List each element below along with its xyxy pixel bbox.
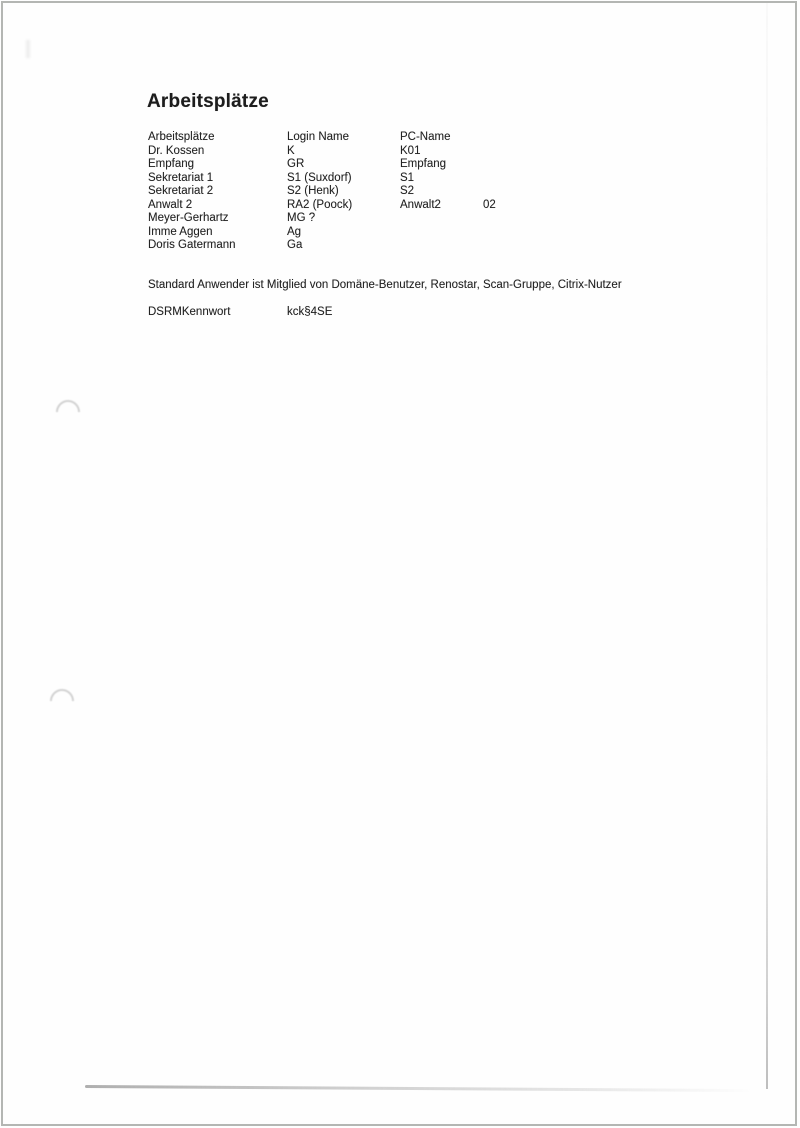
cell-workstation: Doris Gatermann	[148, 239, 236, 251]
cell-extra	[483, 172, 668, 186]
column-header-extra	[483, 131, 668, 145]
cell-workstation: Meyer-Gerhartz	[148, 212, 229, 224]
cell-login: K	[287, 144, 295, 157]
cell-login: Ag	[287, 225, 302, 238]
cell-workstation: Sekretariat 1	[148, 171, 214, 184]
table-row	[148, 158, 668, 172]
cell-extra	[483, 185, 668, 199]
cell-workstation: Dr. Kossen	[148, 144, 205, 157]
cell-workstation: Anwalt 2	[148, 198, 193, 211]
table-row	[148, 172, 668, 186]
cell-workstation: Sekretariat 2	[148, 185, 214, 197]
cell-extra	[483, 145, 668, 159]
cell-workstation: Imme Aggen	[148, 225, 213, 238]
cell-pc: Anwalt2	[400, 198, 441, 211]
cell-login: Ga	[287, 239, 303, 251]
cell-pc: S2	[400, 185, 415, 197]
dsrm-password-label: DSRMKennwort	[148, 306, 231, 318]
paper-right-edge	[766, 3, 768, 1089]
table-row	[148, 239, 668, 253]
paper-bottom-edge	[85, 1085, 753, 1092]
cell-extra: 02	[483, 198, 496, 211]
cell-pc	[400, 226, 483, 240]
cell-login: MG ?	[287, 212, 316, 224]
column-header-pc-name: PC-Name	[400, 131, 451, 143]
dsrm-password-value: kck§4SE	[287, 306, 333, 318]
cell-login: GR	[287, 158, 305, 170]
cell-extra	[483, 239, 668, 253]
table-header-row	[148, 131, 668, 145]
table-row	[148, 226, 668, 240]
table-row	[148, 145, 668, 159]
table-row	[148, 199, 668, 213]
cell-pc: K01	[400, 144, 421, 157]
page-title: Arbeitsplätze	[147, 91, 269, 112]
cell-extra	[483, 226, 668, 240]
cell-pc: Empfang	[400, 158, 447, 170]
cell-pc	[400, 239, 483, 253]
cell-extra	[483, 212, 668, 226]
cell-workstation: Empfang	[148, 158, 195, 170]
cell-extra	[483, 158, 668, 172]
scan-smudge-mark	[26, 40, 30, 58]
table-row	[148, 185, 668, 199]
hole-punch-mark-top	[51, 395, 85, 429]
standard-user-note: Standard Anwender ist Mitglied von Domäne-Benutzer, Renostar, Scan-Gruppe, Citrix-Nutzer	[148, 279, 622, 291]
workstation-table	[148, 131, 668, 253]
cell-pc	[400, 212, 483, 226]
column-header-arbeitsplaetze: Arbeitsplätze	[148, 131, 215, 143]
cell-login: S2 (Henk)	[287, 185, 339, 197]
table-row	[148, 212, 668, 226]
cell-login: RA2 (Poock)	[287, 198, 353, 211]
dsrm-password-line	[148, 306, 332, 320]
cell-pc: S1	[400, 171, 415, 184]
hole-punch-mark-bottom	[45, 684, 79, 718]
cell-login: S1 (Suxdorf)	[287, 171, 352, 184]
column-header-login-name: Login Name	[287, 131, 350, 143]
